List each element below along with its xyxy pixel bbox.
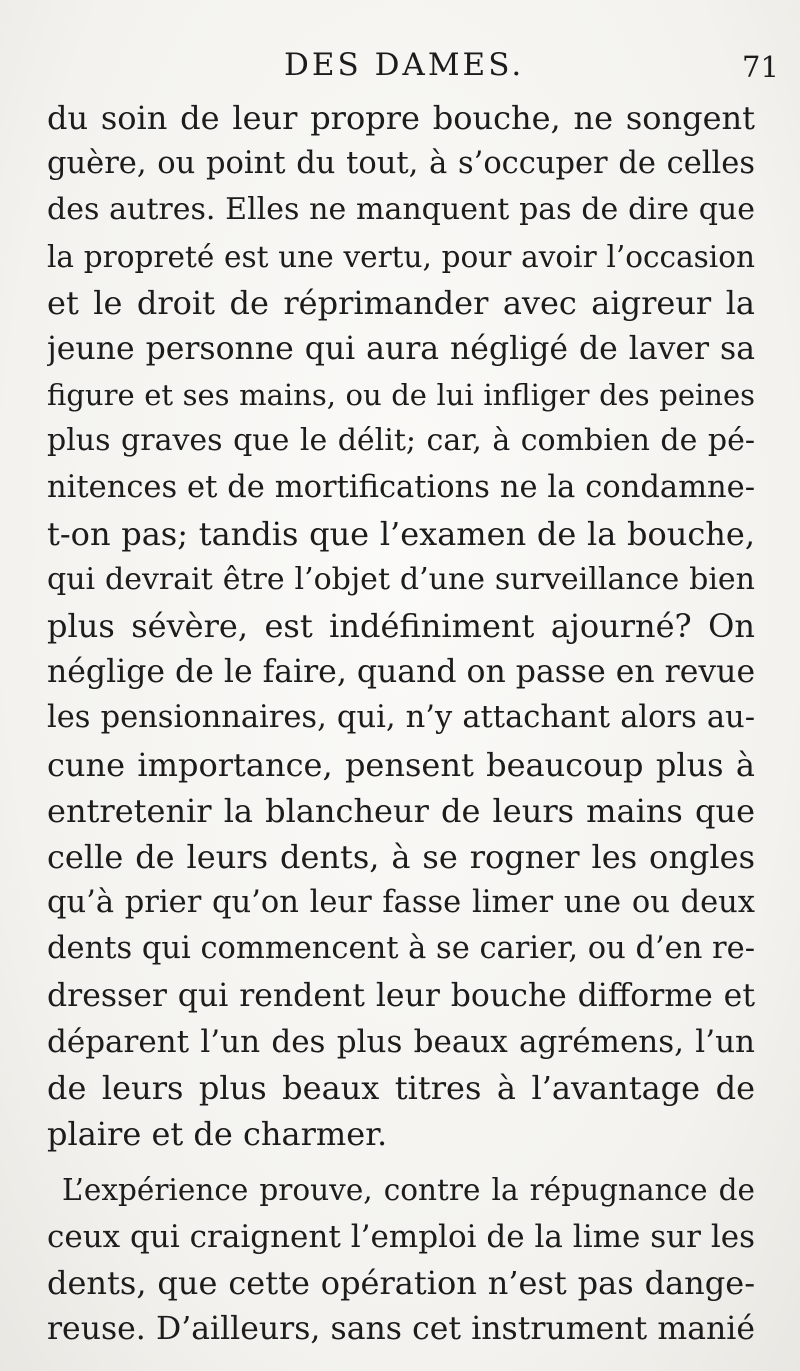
paragraph-1 xyxy=(47,95,755,1157)
text-line: et le droit de réprimander avec aigreur la xyxy=(47,283,755,322)
running-head xyxy=(0,42,800,92)
text-line: cune importance, pensent beaucoup plus à xyxy=(47,745,755,784)
page-number: 71 xyxy=(742,50,779,84)
text-line: ceux qui craignent l’emploi de la lime sur les xyxy=(47,1218,755,1255)
text-line: guère, ou point du tout, à s’occuper de celles xyxy=(47,146,755,182)
text-line: figure et ses mains, ou de lui infliger des peines xyxy=(47,378,755,413)
text-line: entretenir la blancheur de leurs mains que xyxy=(47,791,755,830)
body-text xyxy=(47,95,755,1352)
text-line: L’expérience prouve, contre la répugnance de xyxy=(62,1173,755,1208)
text-line: dents, que cette opération n’est pas dange- xyxy=(47,1263,755,1302)
text-line: des autres. Elles ne manquent pas de dire que xyxy=(47,192,755,228)
text-line: celle de leurs dents, à se rogner les ongles xyxy=(47,838,755,876)
text-line: plaire et de charmer. xyxy=(47,1115,388,1154)
text-line: reuse. D’ailleurs, sans cet instrument manié xyxy=(47,1310,755,1347)
text-line: jeune personne qui aura négligé de laver sa xyxy=(47,330,755,367)
text-line: du soin de leur propre bouche, ne songent xyxy=(47,99,755,137)
paragraph-gap xyxy=(47,1157,755,1167)
text-line: déparent l’un des plus beaux agrémens, l’un xyxy=(47,1023,755,1060)
paragraph-2 xyxy=(47,1167,755,1352)
text-line: t-on pas; tandis que l’examen de la bouche, xyxy=(47,514,755,553)
text-line: la propreté est une vertu, pour avoir l’occasion xyxy=(47,239,755,274)
text-line: dents qui commencent à se carier, ou d’en re- xyxy=(47,931,755,967)
text-line: qui devrait être l’objet d’une surveillance bien xyxy=(47,561,755,597)
text-line: dresser qui rendent leur bouche difforme et xyxy=(47,977,755,1014)
text-line: néglige de le faire, quand on passe en revue xyxy=(47,654,755,691)
text-line: nitences et de mortifications ne la condamne- xyxy=(47,469,755,505)
text-line: de leurs plus beaux titres à l’avantage de xyxy=(47,1068,755,1107)
text-line: plus sévère, est indéfiniment ajourné? On xyxy=(47,607,755,646)
text-line: qu’à prier qu’on leur fasse limer une ou deux xyxy=(47,885,755,921)
text-line: les pensionnaires, qui, n’y attachant alors au- xyxy=(47,700,755,736)
text-line: plus graves que le délit; car, à combien de pé- xyxy=(47,423,755,459)
running-title: DES DAMES. xyxy=(284,47,525,83)
